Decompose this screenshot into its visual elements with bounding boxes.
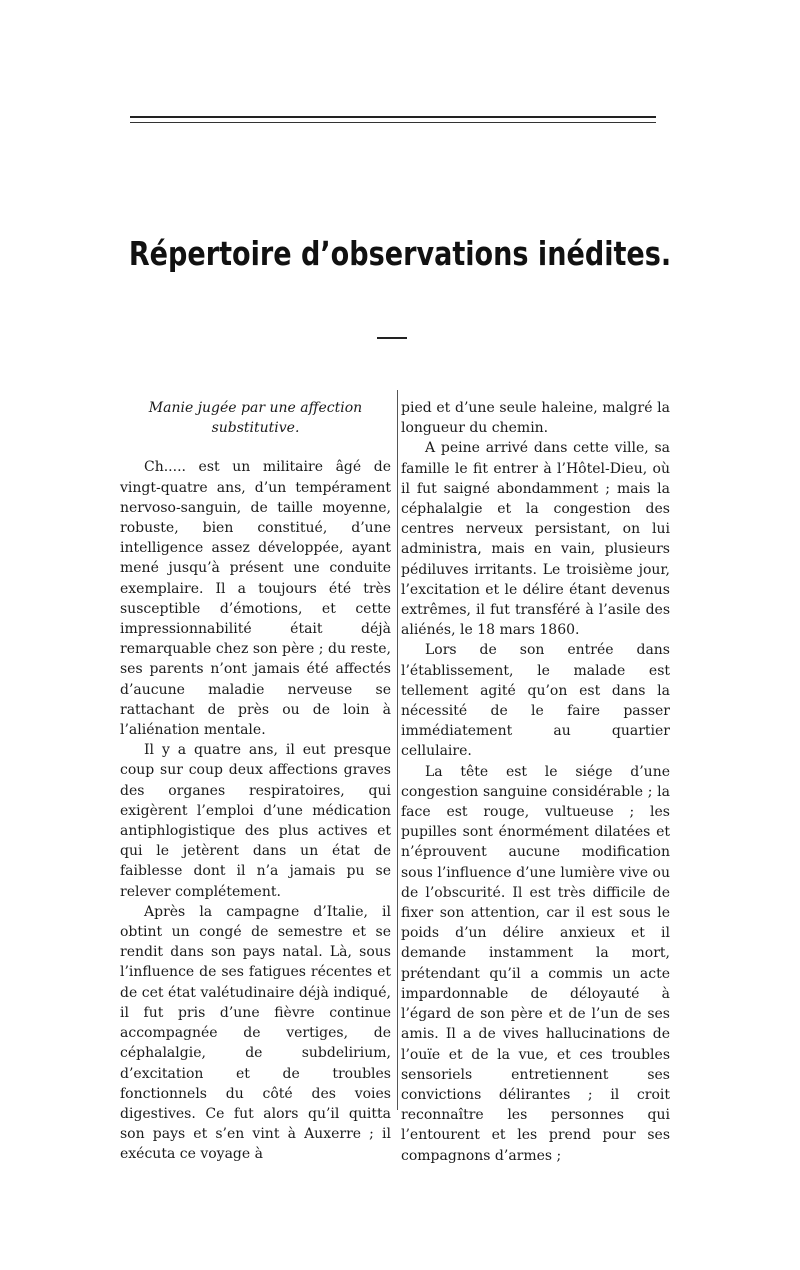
paragraph-continuation: pied et d’une seule haleine, malgré la longueur du chemin. bbox=[401, 400, 670, 437]
right-column bbox=[401, 398, 670, 1166]
paragraph: Après la campagne d’Italie, il obtint un congé de semestre et se rendit dans son pays natal. Là, sous l’influence de ses fatigues récentes et de cet état valétudinaire déjà indiqué, il fut pris d’une fièvre continue accompagnée de vertiges, de céphalalgie, de subdelirium, d’excitation et de troubles fonctionnels du côté des voies digestives. Ce fut alors qu’il quitta son pays et s’en vint à Auxerre ; il exécuta ce voyage à bbox=[120, 903, 391, 1163]
paragraph: La tête est le siége d’une congestion sanguine considérable ; la face est rouge, vultueuse ; les pupilles sont énormément dilatées et n’éprouvent aucune modification sous l’influence d’une lumière vive ou de l’obscurité. Il est très difficile de fixer son attention, car il est sous le poids d’un délire anxieux et il demande instamment la mort, prétendant qu’il a commis un acte impardonnable de déloyauté à l’égard de son père et de l’un de ses amis. Il a de vives hallucinations de l’ouïe et de la vue, et ces troubles sensoriels entretiennent ses convictions délirantes ; il croit reconnaître les personnes qui l’entourent et les prend pour ses compagnons d’armes ; bbox=[401, 763, 670, 1164]
paragraph: Il y a quatre ans, il eut presque coup sur coup deux affections graves des organes respiratoires, qui exigèrent l’emploi d’une médication antiphlogistique des plus actives et qui le jetèrent dans un état de faiblesse dont il n’a jamais pu se relever complétement. bbox=[120, 742, 391, 900]
paragraph: Ch..... est un militaire âgé de vingt-quatre ans, d’un tempérament nervoso-sanguin, de taille moyenne, robuste, bien constitué, d’une intelligence assez développée, ayant mené jusqu’à présent une conduite exemplaire. Il a toujours été très susceptible d’émotions, et cette impressionnabilité était déjà remarquable chez son père ; du reste, ses parents n’ont jamais été affectés d’aucune maladie nerveuse se rattachant de près ou de loin à l’aliénation mentale. bbox=[120, 459, 391, 739]
title-separator bbox=[377, 337, 407, 339]
top-rule-thin bbox=[130, 122, 656, 123]
article-heading: Manie jugée par une affection substitutive. bbox=[148, 400, 363, 437]
page-title: Répertoire d’observations inédites. bbox=[128, 234, 672, 273]
paragraph: Lors de son entrée dans l’établissement, le malade est tellement agité qu’on est dans la nécessité de le faire passer immédiatement au quartier cellulaire. bbox=[401, 642, 670, 760]
left-column bbox=[120, 398, 391, 1165]
paragraph: A peine arrivé dans cette ville, sa famille le fit entrer à l’Hôtel-Dieu, où il fut saigné abondamment ; mais la céphalalgie et la congestion des centres nerveux persistant, on lui administra, mais en vain, plusieurs pédiluves irritants. Le troisième jour, l’excitation et le délire étant devenus extrêmes, il fut transféré à l’asile des aliénés, le 18 mars 1860. bbox=[401, 440, 670, 639]
top-rule-thick bbox=[130, 116, 656, 118]
column-divider bbox=[397, 390, 398, 1110]
